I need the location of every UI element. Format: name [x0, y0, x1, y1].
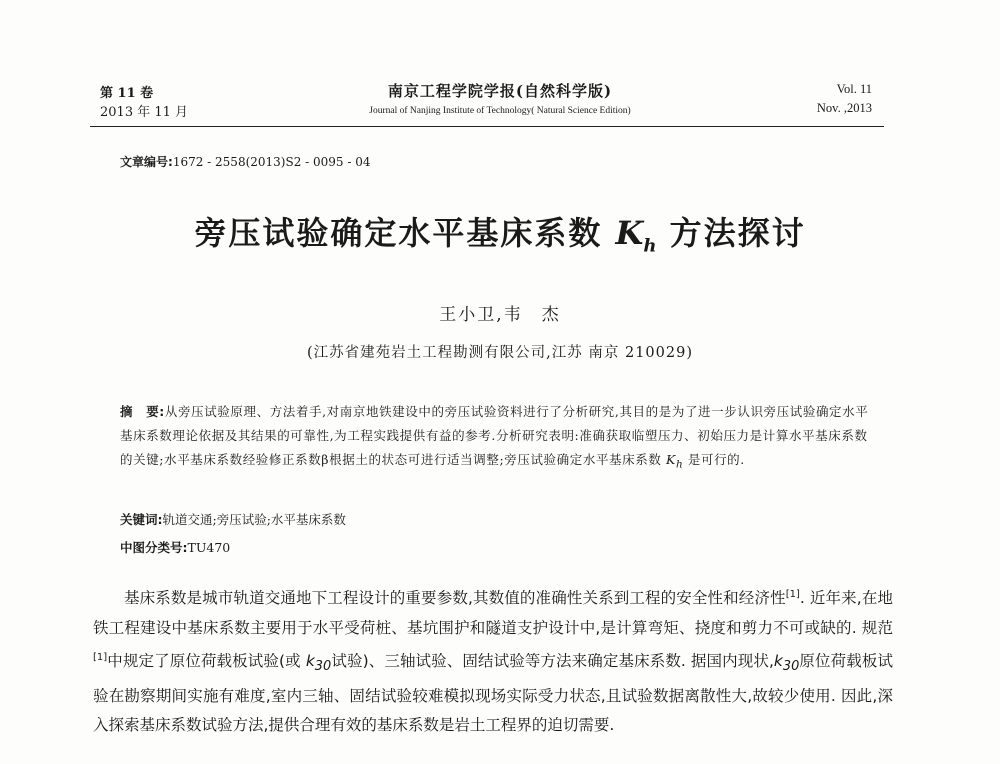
journal-volume-cn: [100, 84, 188, 122]
k30-sub: 30: [314, 659, 332, 675]
volume-en: Vol. 11: [836, 82, 872, 96]
body-s4: 试验)、三轴试验、固结试验等方法来确定基床系数. 据国内现状,: [331, 652, 774, 671]
k30-sub-2: 30: [782, 659, 800, 675]
k30-symbol-2: [773, 652, 800, 675]
article-number-value: 1672 - 2558(2013)S2 - 0095 - 04: [172, 155, 371, 169]
header-rule: [90, 126, 884, 127]
citation-2: [1]: [93, 652, 108, 664]
journal-title-block: [300, 80, 700, 116]
body-s3: 中规定了原位荷载板试验(或: [107, 652, 306, 671]
paper-title: [0, 208, 1000, 256]
title-symbol: [615, 214, 657, 257]
article-number: [120, 153, 371, 170]
k30-symbol: [305, 652, 332, 675]
k30-k: k: [305, 652, 315, 671]
abstract-text-after: 是可行的.: [683, 452, 745, 467]
body-paragraph: [93, 580, 893, 741]
journal-volume-en: [817, 80, 872, 118]
abstract-symbol: [666, 452, 684, 471]
date-en: Nov. ,2013: [816, 101, 872, 115]
body-s5: 原位荷载板试验在勘察期间实施有难度,室内三轴、固结试验较难模拟现场实际受力状态,且试验数据离散性大,故较少使用. 因此,深入探索基床系数试验方法,提供合理有效的基床系数是岩土工程界的迫切需要.: [93, 652, 893, 735]
journal-title-en: Journal of Nanjing Institute of Technology( Natural Science Edition): [369, 106, 631, 116]
body-s2: . 近年来,在地铁工程建设中基床系数主要用于水平受荷桩、基坑围护和隧道支护设计中,是计算弯矩、挠度和剪力不可或缺的. 规范: [93, 589, 893, 637]
citation-1: [1]: [785, 589, 800, 600]
classification-label: 中图分类号:: [120, 540, 188, 555]
classification-value: TU470: [187, 540, 231, 555]
volume-cn: 第 11 卷: [100, 86, 154, 101]
abstract-text-before: 从旁压试验原理、方法着手,对南京地铁建设中的旁压试验资料进行了分析研究,其目的是为了进一步认识旁压试验确定水平基床系数理论依据及其结果的可靠性,为工程实践提供有益的参考.分析研究表明:准确获取临塑压力、初始压力是计算水平基床系数的关键;水平基床系数经验修正系数β根据土的状态可进行适当调整;旁压试验确定水平基床系数: [120, 404, 869, 467]
article-number-label: 文章编号:: [120, 155, 173, 169]
title-text-after: 方法探讨: [656, 214, 806, 252]
title-symbol-k: K: [615, 214, 644, 252]
classification: [120, 538, 230, 556]
keywords: [120, 510, 346, 528]
abstract: [120, 400, 880, 477]
abstract-symbol-sub: h: [675, 458, 684, 471]
body-s1: 基床系数是城市轨道交通地下工程设计的重要参数,其数值的准确性关系到工程的安全性和经济性: [124, 589, 786, 608]
abstract-label: 摘 要:: [120, 404, 165, 419]
k30-k-2: k: [773, 652, 783, 671]
abstract-symbol-k: K: [666, 452, 676, 467]
title-text-before: 旁压试验确定水平基床系数: [194, 214, 616, 252]
journal-title-cn: 南京工程学院学报(自然科学版): [387, 82, 613, 100]
keywords-label: 关键词:: [120, 512, 163, 527]
authors: 王小卫,韦 杰: [439, 305, 561, 325]
affiliation: (江苏省建苑岩土工程勘测有限公司,江苏 南京 210029): [307, 345, 693, 361]
date-cn: 2013 年 11 月: [100, 105, 189, 120]
keywords-value: 轨道交通;旁压试验;水平基床系数: [162, 512, 346, 527]
title-symbol-sub: h: [643, 235, 657, 257]
